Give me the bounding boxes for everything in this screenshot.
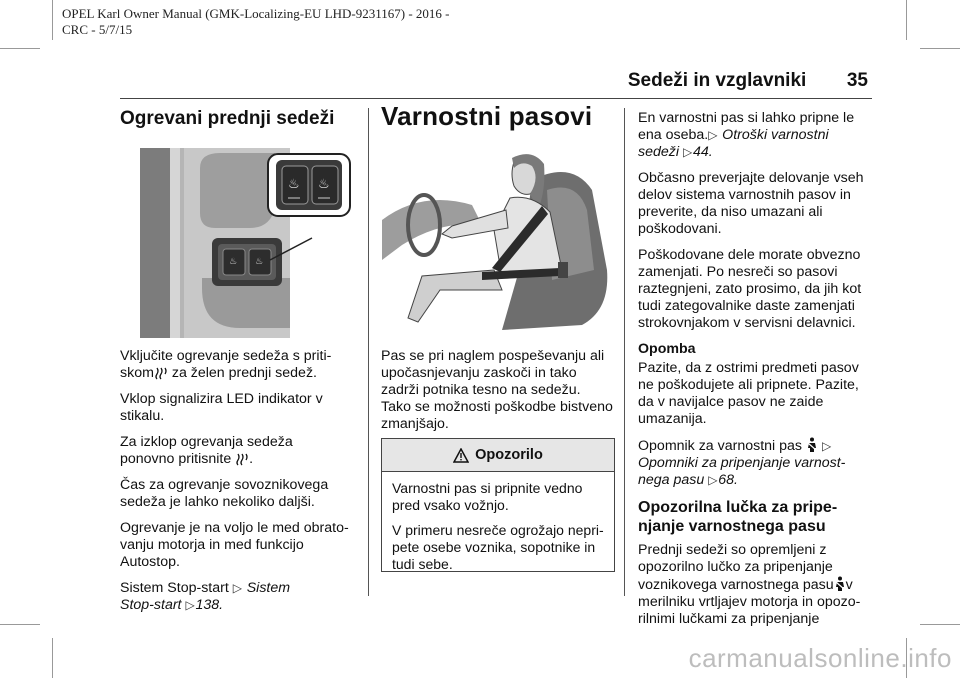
paragraph: Čas za ogrevanje sovoznikovega sedeža je lahko nekoliko daljši. (120, 477, 329, 510)
meta-line: CRC - 5/7/15 (62, 22, 133, 37)
text-segment: Opomnik za varnostni pas (638, 438, 803, 454)
column-2 (381, 101, 615, 131)
page-reference[interactable]: 44. (692, 144, 713, 160)
seat-belt-icon (834, 576, 846, 592)
crop-mark (906, 0, 907, 40)
subsection-heading (638, 498, 872, 536)
seat-heating-illustration (140, 148, 360, 338)
section-heading: Ogrevani prednji sedeži (120, 108, 335, 129)
column-1 (120, 110, 354, 127)
paragraph (638, 542, 872, 628)
warning-title: Opozorilo (475, 447, 543, 463)
page-reference[interactable]: 138. (195, 597, 224, 613)
cross-reference-link[interactable]: Sistem (246, 580, 291, 596)
warning-body (382, 472, 614, 587)
paragraph: Poškodovane dele morate obvezno zamenjati. Po nesreči so pasovi raztegnjeni, zato prosimo, da jih kot tudi zategovalnike daste zamenjati strokovnjakom v servisni delavnici. (638, 247, 862, 331)
warning-box (381, 438, 615, 572)
seatbelt-illustration (382, 150, 614, 335)
paragraph (120, 434, 354, 468)
column-1-body (120, 348, 354, 623)
document-meta (62, 6, 450, 38)
svg-text:♨: ♨ (288, 177, 300, 192)
page-number: 35 (846, 70, 868, 91)
cross-reference-link[interactable]: sedeži (638, 144, 680, 160)
text-segment: Prednji sedeži so opremljeni z opozorilno lučko za pripenjanje (638, 542, 833, 575)
paragraph (638, 110, 872, 161)
paragraph (638, 437, 872, 489)
text-line: Za izklop ogrevanja sedeža (120, 434, 293, 450)
text-line: Vključite ogrevanje sedeža s priti- (120, 348, 332, 364)
svg-text:♨: ♨ (229, 257, 238, 267)
svg-text:♨: ♨ (318, 177, 330, 192)
text-segment: Sistem Stop-start (120, 580, 229, 596)
svg-text:♨: ♨ (255, 257, 264, 267)
meta-line: OPEL Karl Owner Manual (GMK-Localizing-EU LHD-9231167) - 2016 - (62, 6, 450, 21)
page-reference[interactable]: 68. (718, 472, 738, 488)
cross-reference-link[interactable]: Opomniki za pripenjanje varnostnega pasu (638, 455, 846, 488)
cross-reference-triangle-icon: ▷ (232, 581, 242, 595)
crop-mark (920, 624, 960, 625)
watermark: carmanualsonline.info (688, 643, 952, 673)
heading-line: Opozorilna lučka za pripe- (638, 499, 838, 516)
column-divider (624, 108, 625, 596)
column-3 (638, 110, 872, 637)
heading-line: njanje varnostnega pasu (638, 518, 826, 535)
seat-heating-icon (154, 366, 168, 380)
text-segment: voznikovega varnostnega pasu (638, 577, 834, 593)
header-rule (120, 98, 872, 99)
crop-mark (52, 0, 53, 40)
text-segment: skom (120, 365, 154, 381)
text-segment: ponovno pritisnite (120, 451, 232, 467)
cross-reference-triangle-icon: ▷ (185, 598, 195, 612)
cross-reference-link[interactable]: Otroški varnostni (722, 127, 829, 143)
note-title: Opomba (638, 341, 696, 357)
paragraph: Občasno preverjajte delovanje vseh delov sistema varnostnih pasov in preverite, da niso umazani ali poškodovani. (638, 170, 864, 237)
crop-mark (52, 638, 53, 678)
crop-mark (0, 624, 40, 625)
cross-reference-triangle-icon: ▷ (821, 439, 832, 453)
warning-paragraph: Varnostni pas si pripnite vedno pred vsako vožnjo. (392, 480, 583, 513)
column-2-body (381, 348, 613, 442)
paragraph: Vklop signalizira LED indikator v stikalu. (120, 391, 323, 424)
column-divider (368, 108, 369, 596)
cross-reference-triangle-icon: ▷ (708, 473, 718, 487)
text-line: En varnostni pas si lahko pripne le (638, 110, 855, 126)
cross-reference-link[interactable]: Stop-start (120, 597, 182, 613)
page-header (628, 70, 868, 92)
paragraph: Ogrevanje je na voljo le med obratovanju motorja in med funkcijo Autostop. (120, 520, 349, 570)
text-segment: . (249, 451, 254, 467)
cross-reference-triangle-icon: ▷ (682, 145, 693, 159)
crop-mark (0, 48, 40, 49)
text-segment: v (845, 577, 853, 593)
warning-triangle-icon (453, 448, 469, 463)
section-heading: Varnostni pasovi (381, 101, 593, 131)
warning-paragraph: V primeru nesreče ogrožajo nepripete osebe voznika, sopotnike in tudi sebe. (392, 522, 604, 572)
warning-header (382, 439, 614, 472)
text-segment: ena oseba. (638, 127, 709, 143)
note-text: Pazite, da z ostrimi predmeti pasov ne poškodujete ali pripnete. Pazite, da v navijalce pasov ne zaide umazanija. (638, 360, 859, 427)
text-segment: za želen prednji sedež. (171, 365, 317, 381)
paragraph (120, 580, 354, 614)
cross-reference-triangle-icon: ▷ (708, 128, 718, 142)
text-segment: merilniku vrtljajev motorja in opozorilnimi lučkami za pripenjanje (638, 594, 861, 627)
section-title: Sedeži in vzglavniki (627, 70, 807, 91)
paragraph: Pas se pri naglem pospeševanju ali upočasnjevanju zaskoči in tako zadrži potnika tesno na sedežu. Tako se možnosti poškodbe bistveno zmanjšajo. (381, 348, 613, 432)
paragraph (120, 348, 354, 382)
seat-belt-icon (806, 437, 818, 453)
seat-heating-icon (235, 452, 249, 466)
crop-mark (920, 48, 960, 49)
